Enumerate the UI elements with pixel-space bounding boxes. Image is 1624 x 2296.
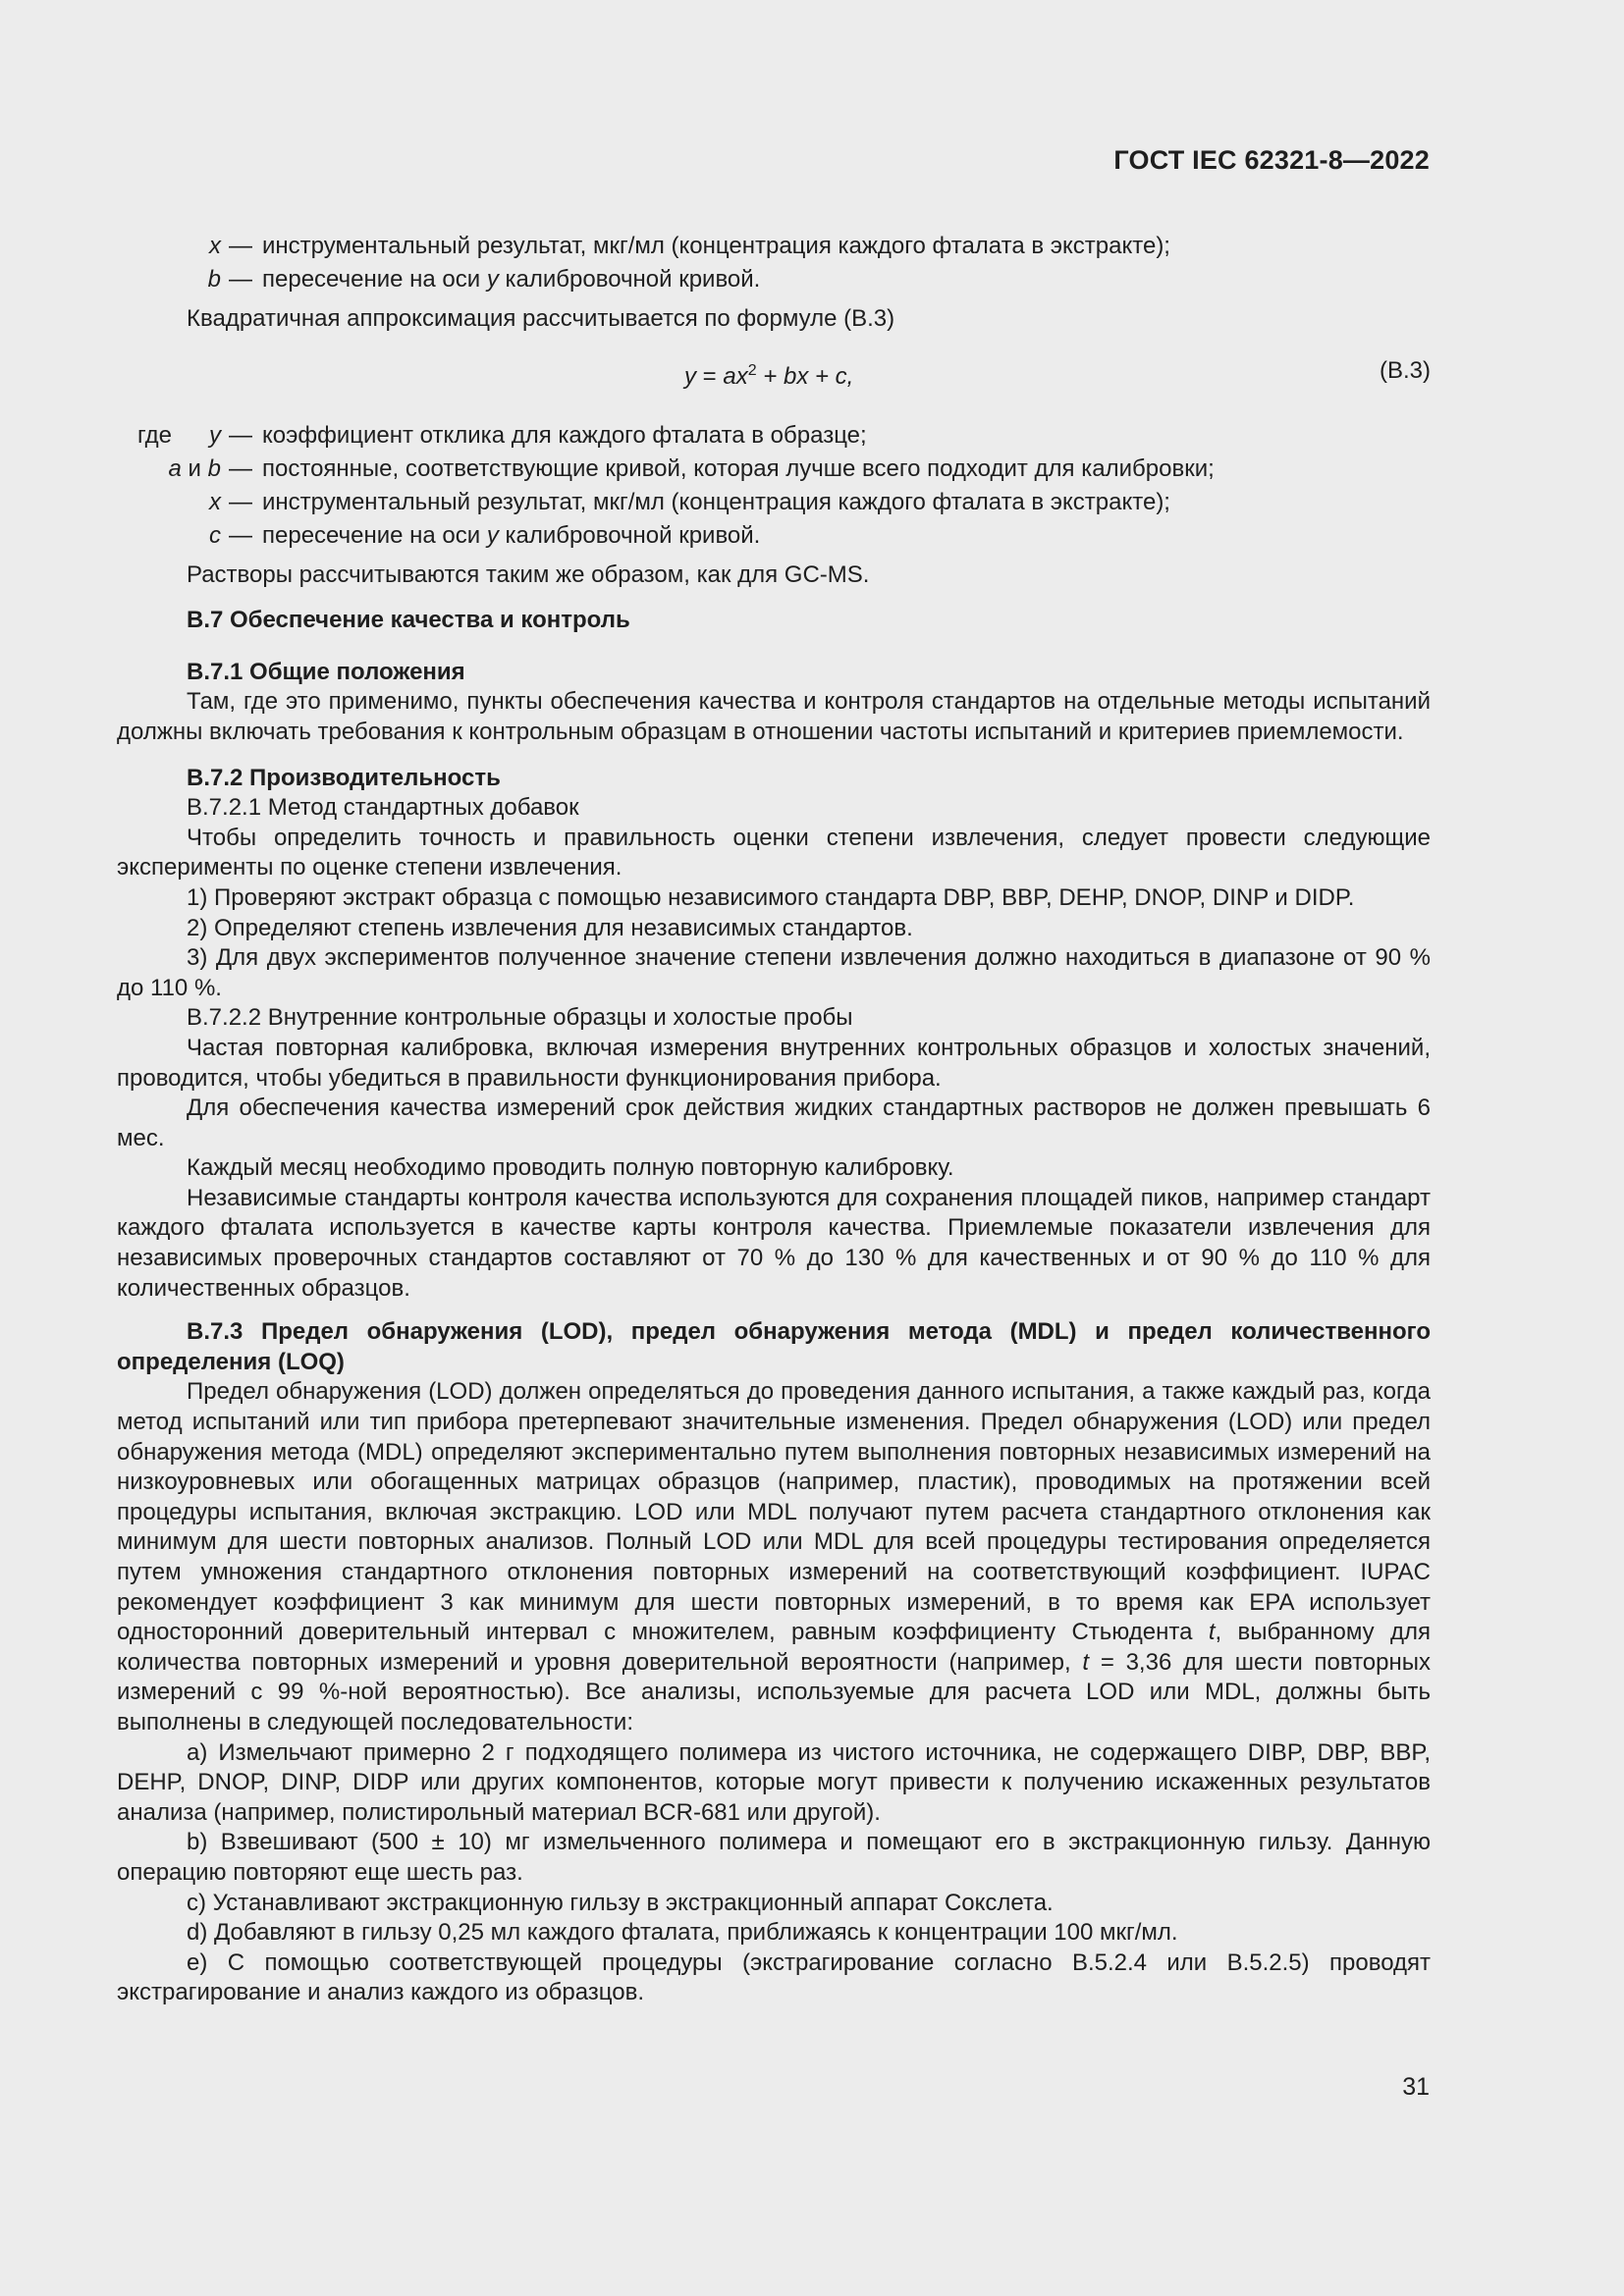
paragraph: Там, где это применимо, пункты обеспечения качества и контроля стандартов на отдельные методы испытаний должны включать требования к контрольным образцам в отношении частоты испытаний и критериев приемлемости. [117, 688, 1431, 745]
list-item: c) Устанавливают экстракционную гильзу в экстракционный аппарат Сокслета. [187, 1889, 1054, 1916]
definition-text: пересечение на оси y калибровочной кривой. [262, 521, 761, 549]
paragraph: Предел обнаружения (LOD) должен определяться до проведения данного испытания, а также каждый раз, когда метод испытаний или тип прибора претерпевают значительные изменения. Предел обнаружения (LOD) или предел обнаружения метода (MDL) определяют экспериментально путем выполнения повторных независимых измерений на низкоуровневых или обогащенных матрицах образцов (например, пластик), проводимых на протяжении всей процедуры испытания, включая экстракцию. LOD или MDL получают путем расчета стандартного отклонения как минимум для шести повторных анализов. Полный LOD или MDL для всей процедуры тестирования определяется путем умножения стандартного отклонения повторных измерений на соответствующий коэффициент. IUPAC рекомендует коэффициент 3 как минимум для шести повторных измерений, в то время как EPA использует односторонний доверительный интервал с множителем, равным коэффициенту Стьюдента t, выбранному для количества повторных измерений и уровня доверительной вероятности (например, t = 3,36 для шести повторных измерений с 99 %-ной вероятностью). Все анализы, используемые для расчета LOD или MDL, должны быть выполнены в следующей последовательности: [117, 1378, 1432, 1735]
paragraph: Независимые стандарты контроля качества используются для сохранения площадей пиков, например стандарт каждого фталата используется в качестве карты контроля качества. Приемлемые показатели извлечения для независимых проверочных стандартов составляют от 70 % до 130 % для качественных и от 90 % до 110 % для количественных образцов. [117, 1184, 1431, 1302]
quadratic-intro: Квадратичная аппроксимация рассчитывается по формуле (В.3) [187, 305, 895, 332]
paragraph: Частая повторная калибровка, включая измерения внутренних контрольных образцов и холостых значений, проводится, чтобы убедиться в правильности функционирования прибора. [117, 1034, 1431, 1092]
definition-text: инструментальный результат, мкг/мл (концентрация каждого фталата в экстракте); [262, 488, 1170, 515]
definition-text: постоянные, соответствующие кривой, которая лучше всего подходит для калибровки; [262, 454, 1215, 482]
formula-b3 [117, 356, 1431, 390]
definition-row [117, 265, 1431, 298]
definition-symbol: b [207, 454, 221, 482]
list-item: e) С помощью соответствующей процедуры (экстрагирование согласно В.5.2.4 или В.5.2.5) проводят экстрагирование и анализ каждого из образцов. [117, 1949, 1431, 2006]
section-heading-b71: В.7.1 Общие положения [187, 658, 465, 685]
page-number: 31 [1402, 2073, 1430, 2101]
list-item: b) Взвешивают (500 ± 10) мг измельченного полимера и помещают его в экстракционную гильзу. Данную операцию повторяют еще шесть раз. [117, 1829, 1431, 1886]
formula-number: (В.3) [1379, 356, 1431, 384]
where-label: где [136, 421, 172, 449]
paragraph: Каждый месяц необходимо проводить полную повторную калибровку. [187, 1154, 954, 1182]
subsection-heading-b721: В.7.2.1 Метод стандартных добавок [187, 794, 579, 822]
paragraph: Для обеспечения качества измерений срок действия жидких стандартных растворов не должен превышать 6 мес. [117, 1095, 1431, 1151]
list-item: 2) Определяют степень извлечения для независимых стандартов. [187, 914, 913, 941]
definition-symbol: x [209, 488, 221, 515]
definition-row [117, 421, 1431, 454]
definition-dash: — [229, 233, 252, 259]
section-heading-b7: В.7 Обеспечение качества и контроль [187, 607, 630, 634]
definition-symbol: x [209, 233, 221, 259]
list-item: a) Измельчают примерно 2 г подходящего полимера из чистого источника, не содержащего DIBP, DBP, BBP, DEHP, DNOP, DINP, DIDP или других компонентов, которые могут привести к получению искаженных результатов анализа (например, полистирольный материал BCR-681 или другой). [117, 1738, 1431, 1826]
definition-symbol: b [207, 266, 221, 293]
definition-dash: — [229, 266, 252, 293]
subsection-heading-b722: В.7.2.2 Внутренние контрольные образцы и холостые пробы [187, 1004, 853, 1032]
list-item: d) Добавляют в гильзу 0,25 мл каждого фталата, приближаясь к концентрации 100 мкг/мл. [187, 1919, 1178, 1947]
definition-dash: — [229, 488, 252, 515]
definition-symbol: c [209, 521, 221, 549]
gcms-note: Растворы рассчитываются таким же образом, как для GC-MS. [187, 561, 870, 588]
definition-row [117, 521, 1431, 555]
definition-symbol: a [168, 454, 182, 482]
definition-dash: — [229, 521, 252, 549]
formula-expression: $y = ax^2$ + bx + c, [684, 361, 854, 390]
definition-text: коэффициент отклика для каждого фталата в образце; [262, 421, 867, 449]
section-heading-b73: В.7.3 Предел обнаружения (LOD), предел обнаружения метода (MDL) и предел количественного определения (LOQ) [117, 1318, 1431, 1375]
definition-dash: — [229, 421, 252, 449]
definition-row [117, 232, 1431, 265]
paragraph: Чтобы определить точность и правильность оценки степени извлечения, следует провести следующие эксперименты по оценке степени извлечения. [117, 824, 1431, 881]
definition-text: инструментальный результат, мкг/мл (концентрация каждого фталата в экстракте); [262, 233, 1170, 259]
definition-row [117, 488, 1431, 521]
document-body [117, 232, 1431, 2008]
section-heading-b72: В.7.2 Производительность [187, 764, 501, 791]
definition-dash: — [229, 454, 252, 482]
list-item: 3) Для двух экспериментов полученное значение степени извлечения должно находиться в диапазоне от 90 % до 110 %. [117, 944, 1431, 1001]
definition-symbol: y [209, 421, 221, 449]
document-header: ГОСТ IEC 62321-8—2022 [1113, 145, 1430, 175]
definition-text: пересечение на оси y калибровочной кривой. [262, 266, 761, 293]
list-item: 1) Проверяют экстракт образца с помощью независимого стандарта DBP, BBP, DEHP, DNOP, DINP и DIDP. [187, 883, 1355, 911]
definition-row: a и b — постоянные, соответствующие кривой, которая лучше всего подходит для калибровки; [117, 454, 1431, 488]
